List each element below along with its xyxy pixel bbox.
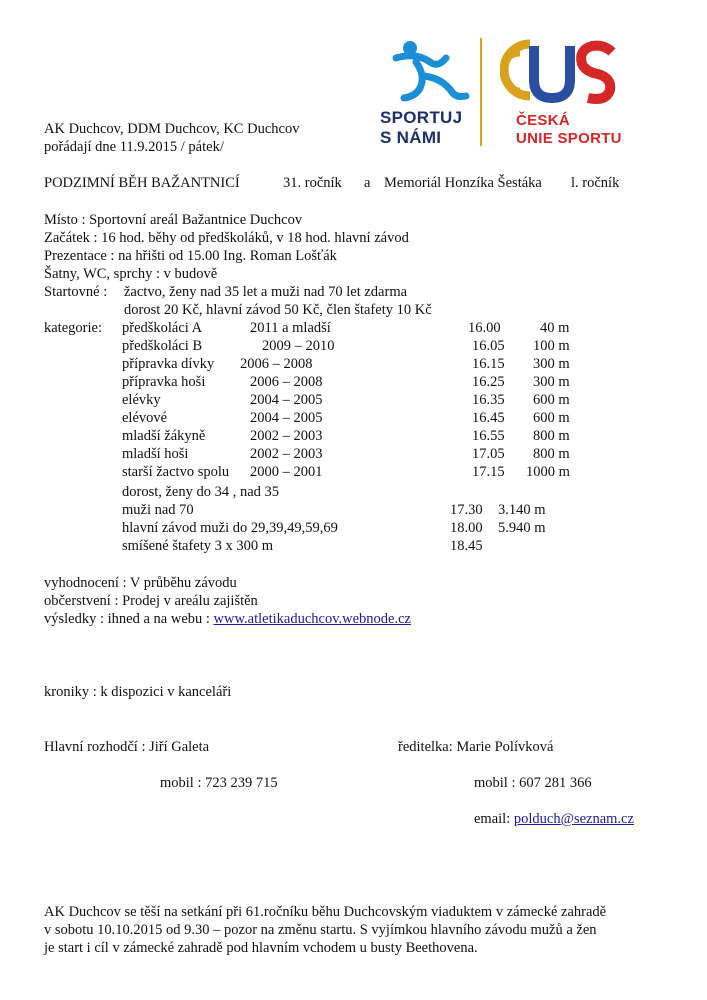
category-years: 2011 a mladší xyxy=(250,320,331,336)
category-distance: 600 m xyxy=(533,410,570,426)
category-name: předškoláci A xyxy=(122,320,203,336)
cus-emblem-icon xyxy=(500,36,620,108)
category-distance: 300 m xyxy=(533,356,570,372)
logo-text-line1: SPORTUJ xyxy=(380,108,463,127)
category-distance: 1000 m xyxy=(526,464,570,480)
director-phone: mobil : 607 281 366 xyxy=(474,775,592,791)
category-time: 18.45 xyxy=(450,538,483,554)
category-name: hlavní závod muži do 29,39,49,59,69 xyxy=(122,520,338,536)
email-link[interactable]: polduch@seznam.cz xyxy=(513,811,634,827)
category-name: starší žactvo spolu xyxy=(122,464,230,480)
logo-divider xyxy=(480,38,482,146)
category-name: mladší hoši xyxy=(122,446,189,462)
category-years: 2002 – 2003 xyxy=(250,446,323,462)
category-name: přípravka hoši xyxy=(122,374,206,390)
event-edition: 31. ročník xyxy=(283,175,342,191)
category-years: 2009 – 2010 xyxy=(262,338,335,354)
category-distance: 3.140 m xyxy=(498,502,546,518)
runner-icon xyxy=(386,36,476,106)
start-time: Začátek : 16 hod. běhy od předškoláků, v 18 hod. hlavní závod xyxy=(44,230,409,246)
results-line xyxy=(44,612,411,627)
category-years: 2002 – 2003 xyxy=(250,428,323,444)
logo-cus-line1: ČESKÁ xyxy=(516,112,571,129)
category-time: 18.00 xyxy=(450,520,483,536)
category-name: muži nad 70 xyxy=(122,502,194,518)
category-time: 16.05 xyxy=(472,338,505,354)
results-label: výsledky : ihned a na webu : xyxy=(44,611,210,627)
category-distance: 800 m xyxy=(533,446,570,462)
category-time: 16.15 xyxy=(472,356,505,372)
category-distance: 600 m xyxy=(533,392,570,408)
category-years: 2006 – 2008 xyxy=(240,356,313,372)
registration: Prezentace : na hřišti od 15.00 Ing. Roman Lošťák xyxy=(44,248,337,264)
category-name: přípravka dívky xyxy=(122,356,215,372)
footer-line-1: AK Duchcov se těší na setkání při 61.ročníku běhu Duchcovským viaduktem v zámecké zahradě xyxy=(44,904,607,920)
category-years: 2004 – 2005 xyxy=(250,392,323,408)
category-time: 16.35 xyxy=(472,392,505,408)
event-date: pořádají dne 11.9.2015 / pátek/ xyxy=(44,139,224,155)
category-time: 17.15 xyxy=(472,464,505,480)
category-years: 2006 – 2008 xyxy=(250,374,323,390)
title-conjunction: a xyxy=(364,175,371,191)
results-website-link[interactable]: www.atletikaduchcov.webnode.cz xyxy=(213,611,411,627)
category-name: smíšené štafety 3 x 300 m xyxy=(122,538,274,554)
fee-line-2: dorost 20 Kč, hlavní závod 50 Kč, člen štafety 10 Kč xyxy=(124,302,432,318)
event-name: PODZIMNÍ BĚH BAŽANTNICÍ xyxy=(44,175,240,191)
referee-phone: mobil : 723 239 715 xyxy=(160,775,278,791)
category-years: 2004 – 2005 xyxy=(250,410,323,426)
place: Místo : Sportovní areál Bažantnice Duchcov xyxy=(44,212,303,228)
logo-text-line2: S NÁMI xyxy=(380,128,442,147)
category-name: mladší žákyně xyxy=(122,428,206,444)
category-time: 17.30 xyxy=(450,502,483,518)
category-time: 16.25 xyxy=(472,374,505,390)
refreshments: občerstvení : Prodej v areálu zajištěn xyxy=(44,593,258,609)
category-time: 16.55 xyxy=(472,428,505,444)
evaluation: vyhodnocení : V průběhu závodu xyxy=(44,575,237,591)
chronicles: kroniky : k dispozici v kanceláři xyxy=(44,684,232,700)
logo-cus-line2: UNIE SPORTU xyxy=(516,130,622,147)
category-time: 16.00 xyxy=(468,320,501,336)
category-name: předškoláci B xyxy=(122,338,203,354)
footer-line-3: je start i cíl v zámecké zahradě pod hlavním vchodem u busty Beethovena. xyxy=(44,940,478,956)
category-time: 16.45 xyxy=(472,410,505,426)
category-years: 2000 – 2001 xyxy=(250,464,323,480)
fee-line-1: žactvo, ženy nad 35 let a muži nad 70 let zdarma xyxy=(124,284,408,300)
category-distance: 5.940 m xyxy=(498,520,546,536)
organizers: AK Duchcov, DDM Duchcov, KC Duchcov xyxy=(44,121,300,137)
categories-label: kategorie: xyxy=(44,320,102,336)
director-email-line xyxy=(474,812,634,827)
category-distance: 800 m xyxy=(533,428,570,444)
head-referee: Hlavní rozhodčí : Jiří Galeta xyxy=(44,739,210,755)
category-name: elévky xyxy=(122,392,161,408)
category-time: 17.05 xyxy=(472,446,505,462)
facilities: Šatny, WC, sprchy : v budově xyxy=(44,266,218,282)
category-distance: 300 m xyxy=(533,374,570,390)
sportuj-s-nami-logo xyxy=(380,30,480,150)
director: ředitelka: Marie Polívková xyxy=(398,739,554,755)
category-extra-line: dorost, ženy do 34 , nad 35 xyxy=(122,484,280,500)
ceska-unie-sportu-logo xyxy=(494,32,634,152)
category-distance: 100 m xyxy=(533,338,570,354)
memorial-name: Memoriál Honzíka Šestáka xyxy=(384,175,542,191)
footer-line-2: v sobotu 10.10.2015 od 9.30 – pozor na změnu startu. S vyjímkou hlavního závodu mužů a žen xyxy=(44,922,597,938)
memorial-edition: l. ročník xyxy=(571,175,620,191)
email-label: email: xyxy=(474,811,511,827)
category-name: elévové xyxy=(122,410,168,426)
category-distance: 40 m xyxy=(540,320,570,336)
fee-label: Startovné : xyxy=(44,284,108,300)
